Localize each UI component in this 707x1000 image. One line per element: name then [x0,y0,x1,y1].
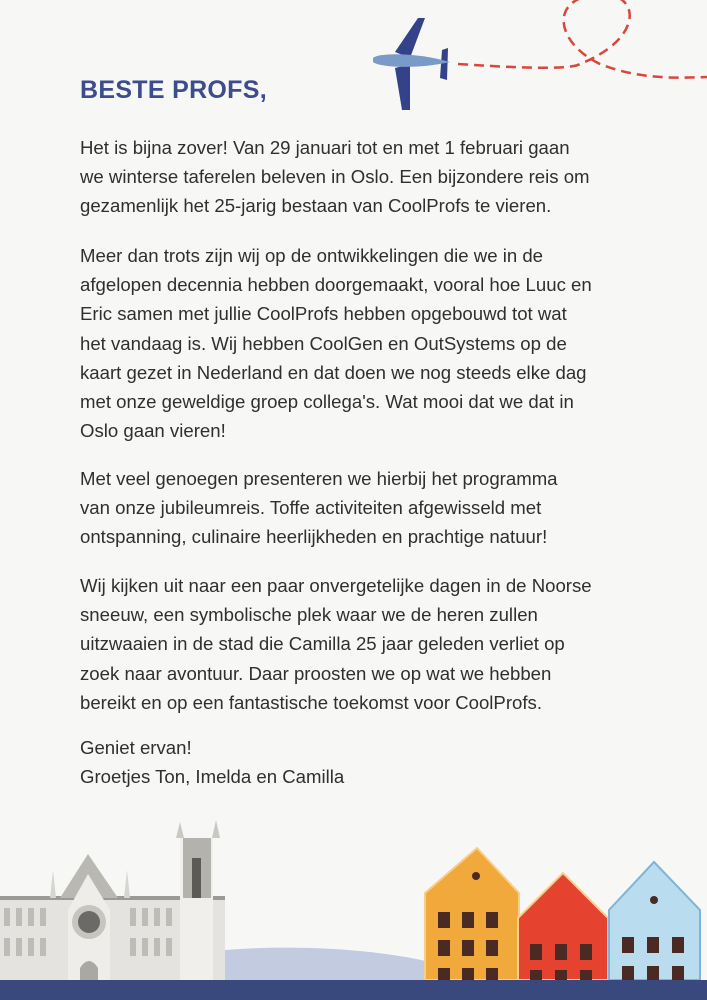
text-line: Met veel genoegen presenteren we hierbij het programma [80,468,558,489]
paragraph-intro [80,133,590,221]
text-line: uitzwaaien in de stad die Camilla 25 jaar geleden verliet op [80,633,565,655]
text-line: Wij kijken uit naar een paar onvergetelijke dagen in de Noorse [80,575,592,596]
text-line: afgelopen decennia hebben doorgemaakt, vooral hoe Luuc en [80,274,592,296]
text-line: kaart gezet in Nederland en dat doen we nog steeds elke dag [80,361,587,383]
text-line: het vandaag is. Wij hebben CoolGen en OutSystems op de [80,332,567,354]
cathedral-icon [0,820,225,980]
oslo-skyline-illustration [0,810,707,990]
closing-line: Geniet ervan! [80,737,192,758]
paragraph-history [80,241,592,445]
red-house-icon [518,873,608,980]
letter-heading: BESTE PROFS, [80,76,267,104]
text-line: bereikt en op een fantastische toekomst voor CoolProfs. [80,691,542,713]
text-line: Oslo gaan vieren! [80,420,226,442]
text-line: met onze geweldige groep collega's. Wat mooi dat we dat in [80,391,574,413]
text-line: Eric samen met jullie CoolProfs hebben opgebouwd tot wat [80,303,567,325]
signature [80,733,344,791]
dashed-route [458,0,707,78]
paragraph-outlook [80,571,592,717]
text-line: van onze jubileumreis. Toffe activiteiten afgewisseld met [80,497,542,519]
text-line: Meer dan trots zijn wij op de ontwikkelingen die we in de [80,245,544,266]
text-line: sneeuw, een symbolische plek waar we de heren zullen [80,604,538,626]
yellow-house-icon [425,848,519,980]
signoff-line: Groetjes Ton, Imelda en Camilla [80,766,345,788]
text-line: gezamenlijk het 25-jarig bestaan van CoolProfs te vieren. [80,195,552,217]
paragraph-program [80,464,558,552]
blue-house-icon [609,862,700,980]
airplane-icon [373,18,450,110]
footer-band [0,980,707,1000]
text-line: Het is bijna zover! Van 29 januari tot en met 1 februari gaan [80,137,570,158]
text-line: ontspanning, culinaire heerlijkheden en prachtige natuur! [80,526,548,548]
hill [225,948,430,980]
text-line: we winterse taferelen beleven in Oslo. Een bijzondere reis om [80,166,590,188]
text-line: zoek naar avontuur. Daar proosten we op wat we hebben [80,662,552,684]
